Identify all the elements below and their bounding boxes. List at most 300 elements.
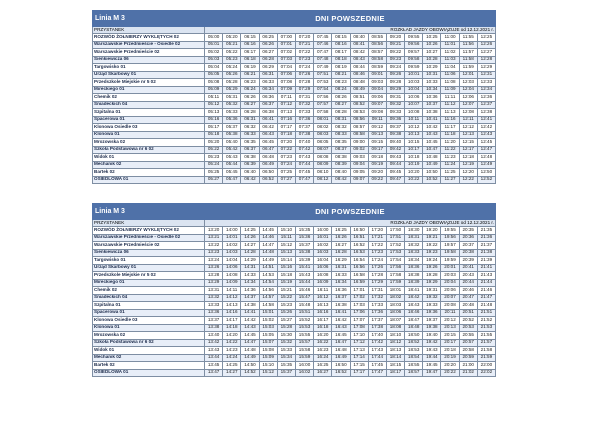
departure-time: 20:46 (459, 287, 477, 295)
stop-name: Szpitalna 01 (93, 109, 205, 117)
departure-time: 14:37 (241, 294, 259, 302)
departure-time: 05:33 (223, 109, 241, 117)
departure-time: 16:00 (295, 362, 313, 370)
departure-time: 15:18 (277, 272, 295, 280)
departure-time: 20:11 (441, 309, 459, 317)
departure-time: 05:28 (223, 79, 241, 87)
departure-time: 17:59 (386, 279, 404, 287)
departure-time: 09:28 (386, 79, 404, 87)
departure-time: 16:01 (314, 234, 332, 242)
departure-time: 18:54 (405, 354, 423, 362)
departure-time: 10:45 (423, 139, 441, 147)
departure-time: 17:51 (386, 234, 404, 242)
stop-name: Widok 01 (93, 154, 205, 162)
departure-time: 10:33 (423, 79, 441, 87)
departure-time: 14:26 (241, 234, 259, 242)
departure-time: 17:56 (386, 264, 404, 272)
departure-time: 13:37 (205, 317, 223, 325)
departure-time: 12:06 (459, 94, 477, 102)
departure-time: 17:20 (368, 227, 386, 235)
departure-time: 21:48 (477, 302, 495, 310)
departure-time: 10:13 (405, 131, 423, 139)
departure-time: 19:55 (441, 227, 459, 235)
departure-time: 07:24 (277, 161, 295, 169)
departure-time: 14:17 (223, 317, 241, 325)
departure-time: 18:36 (405, 264, 423, 272)
stop-name: Przedszkole Miejskie nr 5 02 (93, 79, 205, 87)
departure-time: 12:17 (459, 146, 477, 154)
departure-time: 15:01 (259, 309, 277, 317)
departure-time: 05:12 (205, 101, 223, 109)
stop-name: Mrozowska 02 (93, 332, 205, 340)
departure-time: 10:36 (423, 94, 441, 102)
departure-time: 08:35 (332, 139, 350, 147)
departure-time: 08:37 (332, 146, 350, 154)
departure-time: 05:45 (223, 169, 241, 177)
departure-time: 09:20 (368, 169, 386, 177)
departure-time: 15:12 (277, 242, 295, 250)
departure-time: 15:46 (295, 287, 313, 295)
timetable-morning (92, 10, 496, 184)
departure-time: 18:07 (386, 317, 404, 325)
departure-time: 07:11 (277, 94, 295, 102)
departure-time: 14:56 (259, 287, 277, 295)
departure-time: 05:44 (223, 161, 241, 169)
departure-time: 07:23 (295, 56, 313, 64)
departure-time: 08:49 (350, 86, 368, 94)
departure-time: 07:57 (314, 101, 332, 109)
departure-time: 20:47 (459, 294, 477, 302)
departure-time: 17:53 (386, 249, 404, 257)
departure-time: 07:56 (314, 94, 332, 102)
departure-time: 10:27 (423, 49, 441, 57)
departure-time: 14:34 (241, 279, 259, 287)
departure-time: 17:13 (350, 347, 368, 355)
departure-time: 21:35 (477, 227, 495, 235)
departure-time: 13:33 (205, 302, 223, 310)
departure-time: 21:02 (459, 369, 477, 377)
departure-time: 06:45 (259, 139, 277, 147)
departure-time: 20:52 (459, 317, 477, 325)
departure-time: 15:57 (295, 339, 313, 347)
departure-time: 11:56 (459, 41, 477, 49)
departure-time: 14:23 (223, 347, 241, 355)
departure-time: 18:06 (386, 309, 404, 317)
departure-time: 15:21 (277, 287, 295, 295)
departure-time: 16:52 (350, 242, 368, 250)
departure-time: 18:31 (405, 234, 423, 242)
departure-time: 06:26 (241, 94, 259, 102)
departure-time: 20:58 (459, 347, 477, 355)
departure-time: 12:18 (459, 154, 477, 162)
departure-time: 14:25 (241, 227, 259, 235)
departure-time: 07:33 (295, 109, 313, 117)
departure-time: 07:17 (277, 124, 295, 132)
departure-time: 17:07 (350, 317, 368, 325)
departure-time: 10:31 (423, 71, 441, 79)
departure-time: 12:13 (459, 131, 477, 139)
table-row (93, 309, 496, 317)
departure-time: 16:24 (314, 354, 332, 362)
departure-time: 14:48 (259, 249, 277, 257)
stop-name: Śniadeckich 04 (93, 294, 205, 302)
departure-time: 18:33 (405, 249, 423, 257)
departure-time: 15:10 (259, 362, 277, 370)
departure-time: 05:21 (223, 41, 241, 49)
departure-time: 13:26 (205, 264, 223, 272)
departure-time: 20:39 (459, 257, 477, 265)
departure-time: 07:23 (277, 154, 295, 162)
departure-time: 20:04 (441, 279, 459, 287)
departure-time: 05:20 (223, 34, 241, 42)
departure-time: 05:16 (205, 116, 223, 124)
departure-time: 12:33 (477, 79, 495, 87)
departure-time: 20:35 (459, 227, 477, 235)
departure-time: 16:27 (332, 242, 350, 250)
departure-time: 19:20 (423, 227, 441, 235)
departure-time: 12:47 (477, 146, 495, 154)
departure-time: 09:06 (368, 94, 386, 102)
departure-time: 11:20 (441, 139, 459, 147)
departure-time: 09:55 (405, 34, 423, 42)
departure-time: 07:37 (295, 124, 313, 132)
stop-name: Spacerowa 01 (93, 116, 205, 124)
departure-time: 08:44 (350, 64, 368, 72)
departure-time: 05:22 (205, 146, 223, 154)
departure-time: 06:38 (241, 154, 259, 162)
departure-time: 09:29 (386, 86, 404, 94)
departure-time: 08:03 (314, 131, 332, 139)
departure-time: 12:34 (477, 86, 495, 94)
departure-time: 06:43 (259, 131, 277, 139)
departure-time: 09:11 (368, 116, 386, 124)
departure-time: 15:34 (277, 354, 295, 362)
departure-time: 17:36 (368, 309, 386, 317)
departure-time: 15:59 (295, 354, 313, 362)
stop-name: Szpitalna 01 (93, 302, 205, 310)
departure-time: 06:25 (259, 34, 277, 42)
departure-time: 12:31 (477, 71, 495, 79)
departure-time: 20:15 (441, 332, 459, 340)
departure-time: 13:29 (205, 279, 223, 287)
departure-time: 05:23 (223, 56, 241, 64)
departure-time: 06:16 (241, 41, 259, 49)
departure-time: 06:37 (241, 146, 259, 154)
departure-time: 18:12 (386, 339, 404, 347)
departure-time: 18:41 (405, 287, 423, 295)
departure-time: 13:42 (205, 339, 223, 347)
departure-time: 12:11 (459, 116, 477, 124)
departure-time: 12:08 (459, 109, 477, 117)
table-row (93, 279, 496, 287)
departure-time: 10:08 (405, 109, 423, 117)
departure-time: 08:19 (332, 64, 350, 72)
departure-time: 07:27 (277, 176, 295, 184)
departure-time: 05:36 (223, 116, 241, 124)
departure-time: 13:43 (205, 347, 223, 355)
departure-time: 07:47 (314, 49, 332, 57)
departure-time: 05:37 (223, 124, 241, 132)
departure-time: 08:59 (368, 64, 386, 72)
departure-time: 13:22 (205, 242, 223, 250)
departure-time: 11:12 (441, 101, 459, 109)
departure-time: 09:07 (368, 101, 386, 109)
schedule-validity-note: ROZKŁAD JAZDY OBOWIĄZUJE od 12.12.2021 r. (205, 220, 496, 227)
departure-time: 16:54 (350, 257, 368, 265)
departure-time: 05:09 (205, 86, 223, 94)
departure-time: 13:31 (205, 287, 223, 295)
departure-time: 19:47 (423, 369, 441, 377)
departure-time: 14:25 (223, 362, 241, 370)
departure-time: 08:01 (314, 116, 332, 124)
departure-time: 10:25 (423, 34, 441, 42)
stop-name: OSIEDLOWA 01 (93, 369, 205, 377)
departure-time: 10:07 (405, 101, 423, 109)
table-row (93, 369, 496, 377)
departure-time: 06:47 (259, 146, 277, 154)
departure-time: 08:56 (350, 116, 368, 124)
departure-time: 08:02 (314, 124, 332, 132)
departure-time: 10:03 (405, 79, 423, 87)
departure-time: 17:15 (350, 362, 368, 370)
departure-time: 15:35 (277, 362, 295, 370)
departure-time: 10:11 (405, 116, 423, 124)
table-row (93, 146, 496, 154)
departure-time: 12:25 (477, 34, 495, 42)
departure-time: 11:09 (441, 86, 459, 94)
departure-time: 09:33 (386, 109, 404, 117)
departure-time: 05:02 (205, 49, 223, 57)
departure-time: 11:04 (441, 64, 459, 72)
departure-time: 10:48 (423, 154, 441, 162)
stop-name: Klonowa Osiedle 03 (93, 124, 205, 132)
departure-time: 17:45 (368, 362, 386, 370)
departure-time: 17:40 (368, 332, 386, 340)
departure-time: 11:25 (441, 169, 459, 177)
departure-time: 06:27 (241, 101, 259, 109)
departure-time: 17:44 (368, 354, 386, 362)
table-row (93, 94, 496, 102)
departure-time: 21:39 (477, 257, 495, 265)
departure-time: 16:41 (332, 309, 350, 317)
table-row (93, 242, 496, 250)
departure-time: 20:03 (441, 272, 459, 280)
departure-time: 16:33 (332, 272, 350, 280)
departure-time: 14:12 (223, 294, 241, 302)
schedule-validity-note: ROZKŁAD JAZDY OBOWIĄZUJE od 12.12.2021 r. (205, 27, 496, 34)
departure-time: 16:11 (314, 287, 332, 295)
departure-time: 19:36 (423, 309, 441, 317)
departure-time: 06:49 (259, 161, 277, 169)
departure-time: 18:08 (386, 324, 404, 332)
departure-time: 14:08 (223, 272, 241, 280)
departure-time: 16:52 (332, 369, 350, 377)
departure-time: 08:07 (314, 146, 332, 154)
departure-time: 12:15 (459, 139, 477, 147)
departure-time: 11:06 (441, 71, 459, 79)
departure-time: 20:36 (459, 234, 477, 242)
table-row (93, 317, 496, 325)
departure-time: 06:28 (259, 56, 277, 64)
departure-time: 08:31 (332, 116, 350, 124)
departure-time: 07:44 (295, 161, 313, 169)
departure-time: 17:58 (386, 272, 404, 280)
departure-time: 10:17 (405, 146, 423, 154)
departure-time: 17:26 (368, 264, 386, 272)
table-row (93, 249, 496, 257)
departure-time: 18:01 (386, 287, 404, 295)
departure-time: 05:20 (205, 139, 223, 147)
table-row (93, 154, 496, 162)
departure-time: 14:48 (241, 347, 259, 355)
table-row (93, 56, 496, 64)
timetable-header (93, 27, 496, 34)
departure-time: 19:57 (441, 242, 459, 250)
departure-time: 18:02 (386, 294, 404, 302)
stop-name: Szkoła Podstawowa nr 6 02 (93, 339, 205, 347)
table-row (93, 139, 496, 147)
departure-time: 14:04 (223, 257, 241, 265)
departure-time: 08:10 (314, 169, 332, 177)
departure-time: 12:12 (459, 124, 477, 132)
departure-time: 20:18 (441, 347, 459, 355)
departure-time: 10:28 (423, 56, 441, 64)
departure-time: 14:45 (241, 332, 259, 340)
departure-time: 06:31 (241, 116, 259, 124)
departure-time: 09:24 (386, 64, 404, 72)
departure-time: 09:38 (386, 131, 404, 139)
departure-time: 10:42 (423, 124, 441, 132)
departure-time: 05:42 (223, 146, 241, 154)
stop-name: Chemik 02 (93, 287, 205, 295)
departure-time: 20:08 (441, 302, 459, 310)
departure-time: 13:44 (205, 354, 223, 362)
departure-time: 15:48 (295, 302, 313, 310)
departure-time: 19:42 (423, 339, 441, 347)
departure-time: 16:17 (314, 317, 332, 325)
departure-time: 18:34 (405, 257, 423, 265)
departure-time: 20:44 (459, 279, 477, 287)
departure-time: 13:47 (205, 369, 223, 377)
departure-time: 20:57 (459, 339, 477, 347)
departure-time: 07:00 (277, 34, 295, 42)
departure-time: 21:58 (477, 347, 495, 355)
table-row (93, 49, 496, 57)
departure-time: 17:38 (368, 324, 386, 332)
departure-time: 13:23 (205, 249, 223, 257)
departure-time: 15:10 (277, 227, 295, 235)
departure-time: 19:58 (441, 249, 459, 257)
departure-time: 19:40 (423, 332, 441, 340)
departure-time: 19:37 (423, 317, 441, 325)
departure-time: 12:41 (477, 116, 495, 124)
departure-time: 11:23 (441, 154, 459, 162)
departure-time: 06:39 (241, 161, 259, 169)
departure-time: 12:20 (459, 169, 477, 177)
stop-name: Klonowa 01 (93, 324, 205, 332)
departure-time: 08:53 (350, 109, 368, 117)
departure-time: 21:57 (477, 339, 495, 347)
departure-time: 19:28 (423, 272, 441, 280)
departure-time: 07:22 (277, 146, 295, 154)
departure-time: 06:21 (241, 71, 259, 79)
departure-time: 15:27 (277, 317, 295, 325)
departure-time: 14:01 (223, 234, 241, 242)
departure-time: 09:08 (368, 109, 386, 117)
departure-time: 07:09 (277, 86, 295, 94)
departure-time: 07:21 (295, 41, 313, 49)
departure-time: 12:48 (477, 154, 495, 162)
departure-time: 08:48 (350, 79, 368, 87)
departure-time: 08:17 (332, 49, 350, 57)
departure-time: 15:37 (295, 242, 313, 250)
departure-time: 16:29 (332, 257, 350, 265)
departure-time: 14:58 (259, 302, 277, 310)
departure-time: 18:14 (386, 354, 404, 362)
departure-time: 05:00 (205, 34, 223, 42)
table-row (93, 109, 496, 117)
departure-time: 12:19 (459, 161, 477, 169)
departure-time: 11:58 (459, 56, 477, 64)
departure-time: 19:38 (423, 324, 441, 332)
table-row (93, 272, 496, 280)
table-row (93, 64, 496, 72)
departure-time: 07:12 (277, 101, 295, 109)
departure-time: 15:51 (295, 309, 313, 317)
table-row (93, 71, 496, 79)
departure-time: 19:45 (423, 362, 441, 370)
departure-time: 14:49 (259, 257, 277, 265)
table-row (93, 332, 496, 340)
departure-time: 21:55 (477, 332, 495, 340)
departure-time: 05:26 (223, 71, 241, 79)
departure-time: 16:13 (314, 302, 332, 310)
departure-time: 07:47 (295, 176, 313, 184)
departure-time: 08:18 (332, 56, 350, 64)
departure-time: 10:22 (405, 176, 423, 184)
departure-time: 09:42 (386, 146, 404, 154)
departure-time: 08:23 (332, 79, 350, 87)
departure-time: 13:32 (205, 294, 223, 302)
departure-time: 07:46 (314, 41, 332, 49)
departure-time: 07:25 (277, 169, 295, 177)
table-row (93, 339, 496, 347)
departure-time: 09:07 (350, 176, 368, 184)
departure-time: 08:09 (314, 161, 332, 169)
departure-time: 14:31 (241, 264, 259, 272)
departure-time: 11:18 (441, 131, 459, 139)
departure-time: 07:51 (314, 71, 332, 79)
departure-time: 17:23 (368, 249, 386, 257)
departure-time: 09:31 (386, 94, 404, 102)
departure-time: 08:42 (332, 176, 350, 184)
departure-time: 12:07 (459, 101, 477, 109)
departure-time: 15:28 (277, 324, 295, 332)
departure-time: 07:32 (295, 101, 313, 109)
departure-time: 17:31 (368, 287, 386, 295)
departure-time: 09:40 (386, 139, 404, 147)
departure-time: 05:17 (205, 124, 223, 132)
departure-time: 09:13 (368, 131, 386, 139)
day-type-label: DNI POWSZEDNIE (205, 204, 496, 220)
departure-time: 14:24 (223, 354, 241, 362)
departure-time: 10:15 (405, 139, 423, 147)
departure-time: 15:58 (295, 347, 313, 355)
departure-time: 15:22 (277, 294, 295, 302)
table-row (93, 354, 496, 362)
departure-time: 10:38 (423, 109, 441, 117)
departure-time: 17:06 (350, 309, 368, 317)
